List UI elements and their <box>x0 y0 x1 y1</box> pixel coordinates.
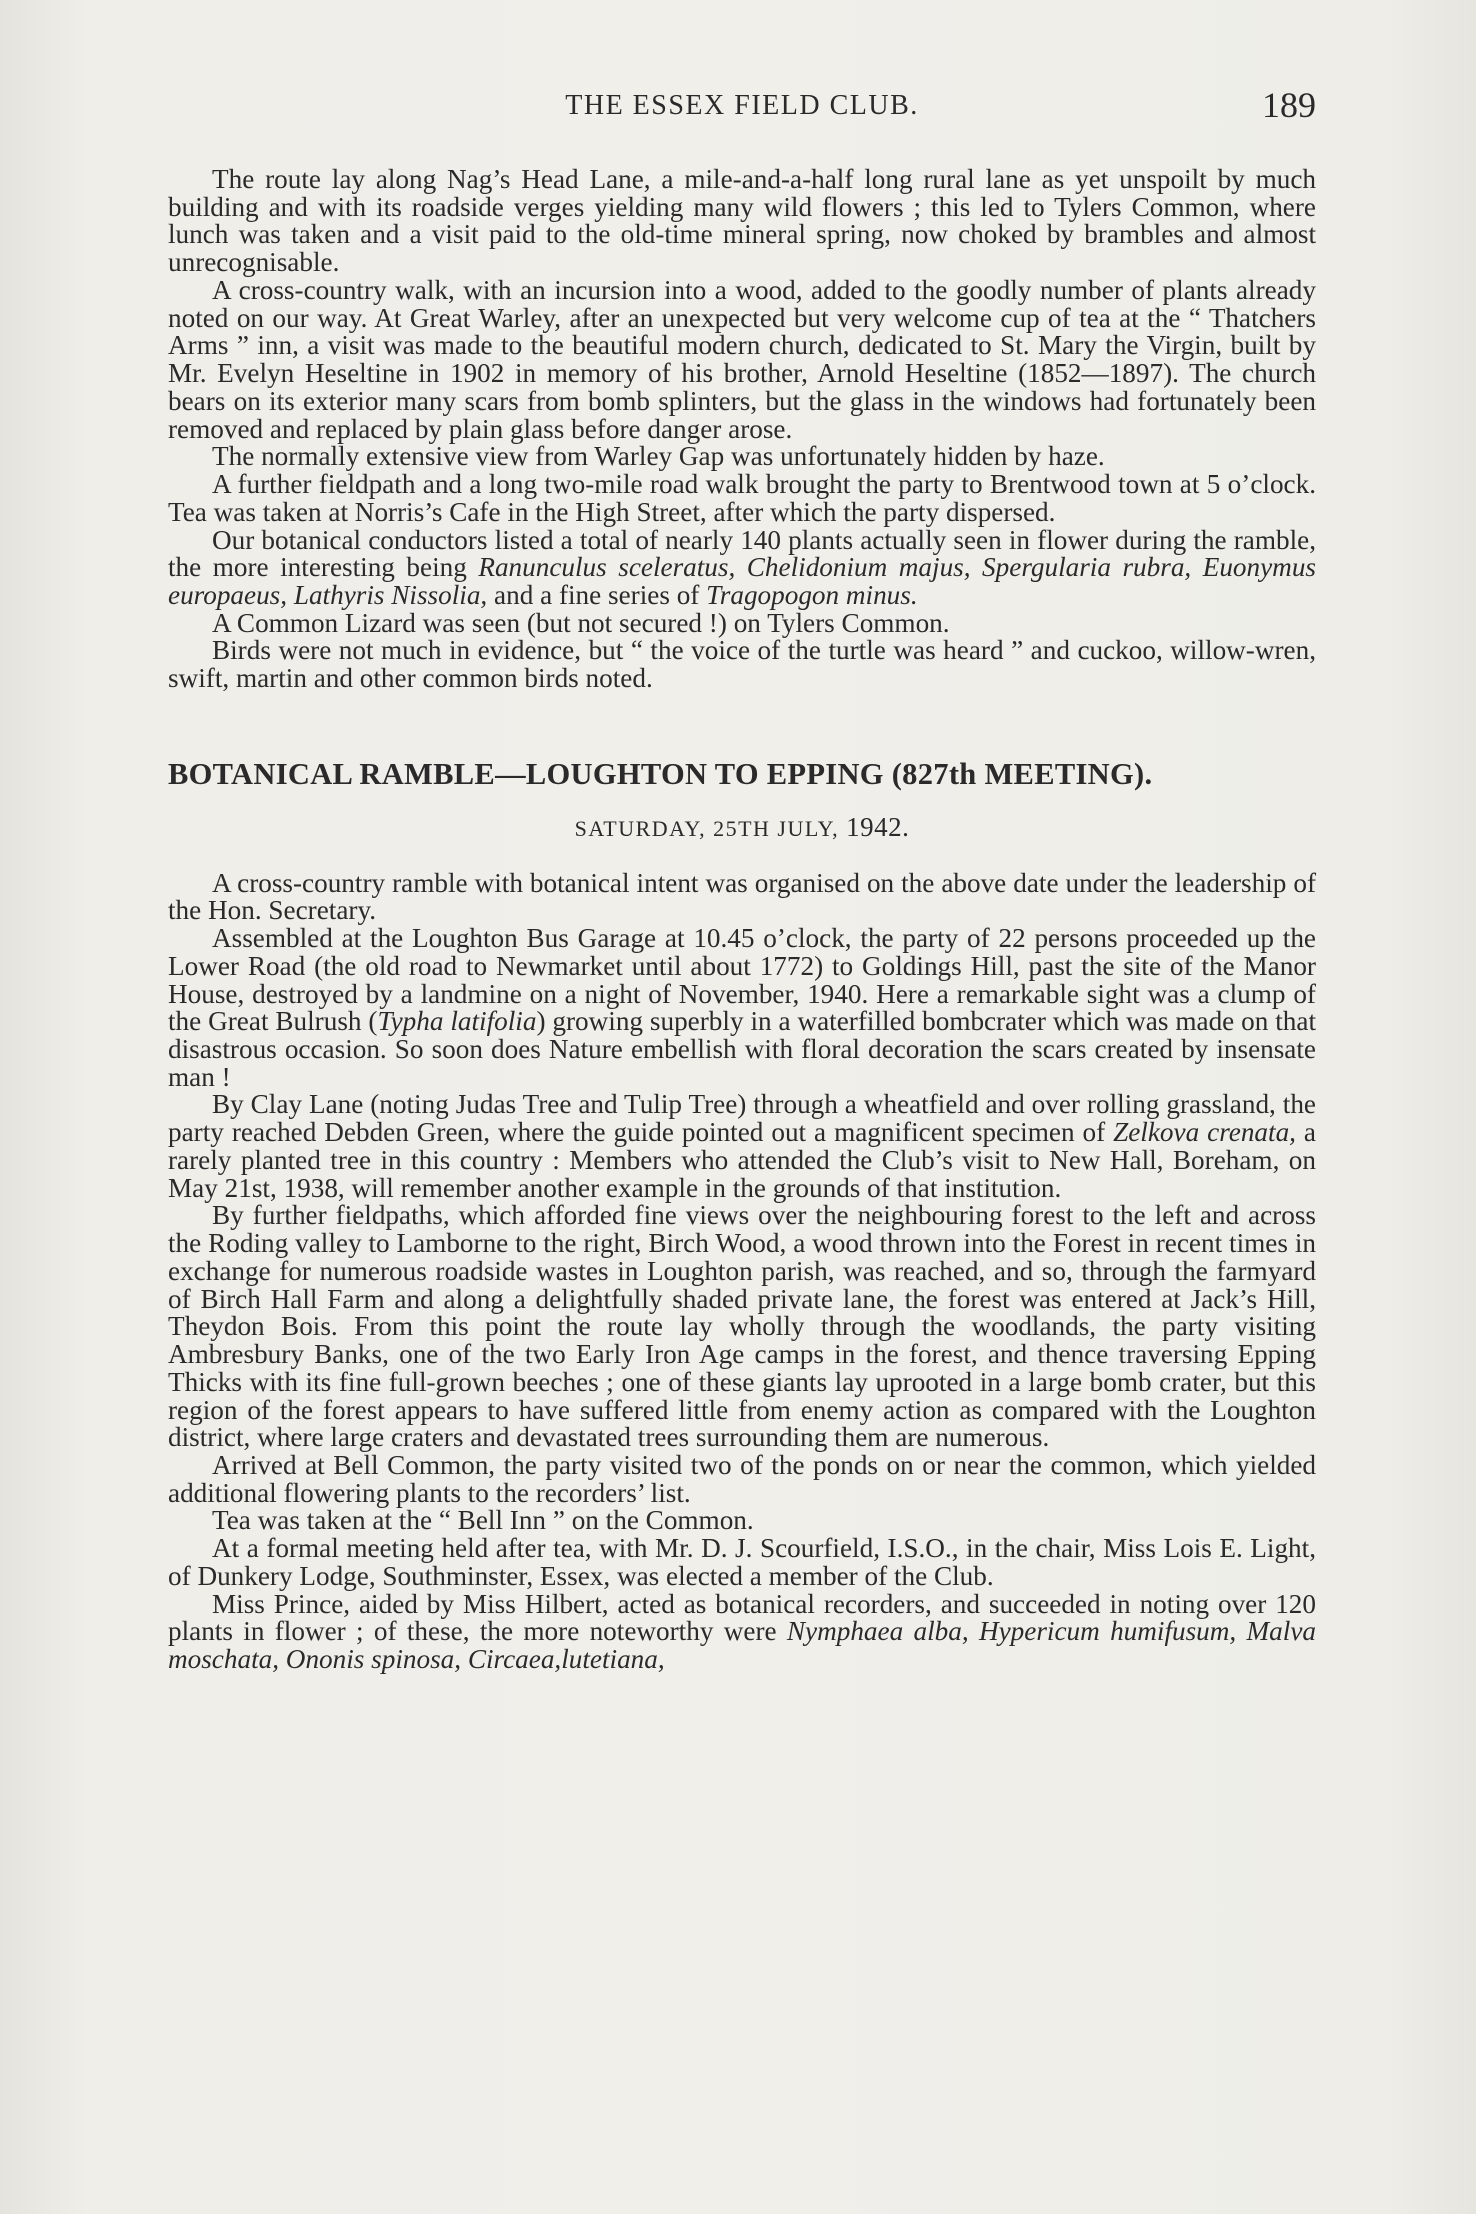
paragraph-text: A cross-country walk, with an incursion into a wood, added to the goodly number of plants already noted on our way. At Great Warley, after an unexpected but very welcome cup of tea at the “ Thatchers Arms ” inn, a visit was made to the beautiful modern church, dedicated to St. Mary the Virgin, built by Mr. Evelyn Heseltine in 1902 in memory of his brother, Arnold Heseltine (1852—1897). The church bears on its exterior many scars from bomb splinters, but the glass in the windows had fortunately been removed and replaced by plain glass before danger arose. <box>168 274 1316 444</box>
paragraph-text: At a formal meeting held after tea, with Mr. D. J. Scourfield, I.S.O., in the chair, Miss Lois E. Light, of Dunkery Lodge, Southminster, Essex, was elected a member of the Club. <box>168 1533 1316 1591</box>
paragraph-text: A further fieldpath and a long two-mile road walk brought the party to Brentwood town at 5 o’clock. Tea was taken at Norris’s Cafe in the High Street, after which the party dispersed. <box>168 469 1316 527</box>
paragraph <box>168 925 1316 1091</box>
paragraph <box>168 524 1316 611</box>
paragraph-text: By further fieldpaths, which afforded fine views over the neighbouring forest to the left and across the Roding valley to Lamborne to the right, Birch Wood, a wood thrown into the Forest in recent times in exchange for numerous roadside wastes in Loughton parish, was reached, and so, through the farmyard of Birch Hall Farm and along a delightfully shaded private lane, the forest was entered at Jack’s Hill, Theydon Bois. From this point the route lay wholly through the woodlands, the party visiting Ambresbury Banks, one of the two Early Iron Age camps in the forest, and thence traversing Epping Thicks with its fine full-grown beeches ; one of these giants lay uprooted in a large bomb crater, but this region of the forest appears to have suffered little from enemy action as compared with the Loughton district, where large craters and devastated trees surrounding them are numerous. <box>168 1200 1316 1453</box>
section-date-day: SATURDAY, 25TH JULY, <box>574 816 840 842</box>
paragraph-text: Our botanical conductors listed a total of nearly 140 plants actually seen in flower during the ramble, the more interesting being <box>168 524 1316 583</box>
paragraph <box>168 166 1316 277</box>
page-number: 189 <box>1262 85 1316 125</box>
page-body <box>168 166 1316 1674</box>
paragraph <box>168 867 1316 926</box>
section-date <box>168 814 1316 842</box>
paragraph-text: ) growing superbly in a waterfilled bombcrater which was made on that disastrous occasion. So soon does Nature embellish with floral decoration the scars created by insensate man ! <box>168 1006 1317 1092</box>
paragraph <box>168 443 1316 471</box>
bottom-paragraphs <box>168 867 1317 1675</box>
paragraph-text: Arrived at Bell Common, the party visited two of the ponds on or near the common, which yielded additional flowering plants to the recorders’ list. <box>168 1450 1316 1508</box>
paragraph <box>168 607 1316 638</box>
paragraph <box>168 637 1316 692</box>
paragraph <box>168 274 1316 444</box>
section-title: BOTANICAL RAMBLE—LOUGHTON TO EPPING (827th MEETING). <box>168 756 1153 791</box>
italic-species-text: Tragopogon minus. <box>706 580 918 611</box>
italic-species-text: Ranunculus sceleratus, Chelidonium majus, Spergularia rubra, Euonymus europaeus, Lathyris Nissolia, <box>168 552 1316 611</box>
top-paragraphs <box>168 166 1316 693</box>
italic-species-text: Nymphaea alba, Hypericum humifusum, Malva moschata, Ononis spinosa, Circaea,lutetiana, <box>168 1616 1316 1675</box>
paragraph <box>168 1507 1316 1535</box>
section-date-year: 1942. <box>846 812 910 843</box>
paragraph-text: A Common Lizard was seen (but not secured !) on Tylers Common. <box>212 607 950 638</box>
italic-species-text: Zelkova crenata, <box>1113 1117 1296 1148</box>
paragraph-text: The normally extensive view from Warley Gap was unfortunately hidden by haze. <box>212 441 1105 472</box>
paragraph-text: Assembled at the Loughton Bus Garage at 10.45 o’clock, the party of 22 persons proceeded up the Lower Road (the old road to Newmarket until about 1772) to Goldings Hill, past the site of the Manor House, destroyed by a landmine on a night of November, 1940. Here a remarkable sight was a clump of the Great Bulrush ( <box>168 923 1316 1037</box>
paragraph-text: The route lay along Nag’s Head Lane, a mile-and-a-half long rural lane as yet unspoilt by much building and with its roadside verges yielding many wild flowers ; this led to Tylers Common, where lunch was taken and a visit paid to the old-time mineral spring, now choked by brambles and almost unrecognisable. <box>168 164 1316 278</box>
paragraph <box>168 1452 1316 1507</box>
running-head: THE ESSEX FIELD CLUB. <box>565 90 919 121</box>
paragraph <box>168 1202 1316 1452</box>
paragraph <box>168 1535 1316 1590</box>
paragraph-text: By Clay Lane (noting Judas Tree and Tulip Tree) through a wheatfield and over rolling grassland, the party reached Debden Green, where the guide pointed out a magnificent specimen of <box>168 1089 1316 1148</box>
paragraph-text: A cross-country ramble with botanical intent was organised on the above date under the leadership of the Hon. Secretary. <box>168 867 1316 926</box>
paragraph-text: Birds were not much in evidence, but “ the voice of the turtle was heard ” and cuckoo, willow-wren, swift, martin and other common birds noted. <box>168 635 1316 694</box>
paragraph <box>168 1091 1316 1202</box>
paragraph <box>168 471 1316 526</box>
paragraph-text: Tea was taken at the “ Bell Inn ” on the Common. <box>212 1505 754 1536</box>
paragraph-text: a rarely planted tree in this country : Members who attended the Club’s visit to New Hall, Boreham, on May 21st, 1938, will remember another example in the grounds of that institution. <box>168 1117 1316 1203</box>
paragraph-text: and a fine series of <box>487 580 707 611</box>
page-header <box>168 86 1316 126</box>
paragraph-text: Miss Prince, aided by Miss Hilbert, acted as botanical recorders, and succeeded in noting over 120 plants in flower ; of these, the more noteworthy were <box>168 1588 1316 1647</box>
paragraph <box>168 1588 1316 1675</box>
italic-species-text: Typha latifolia <box>377 1006 537 1037</box>
